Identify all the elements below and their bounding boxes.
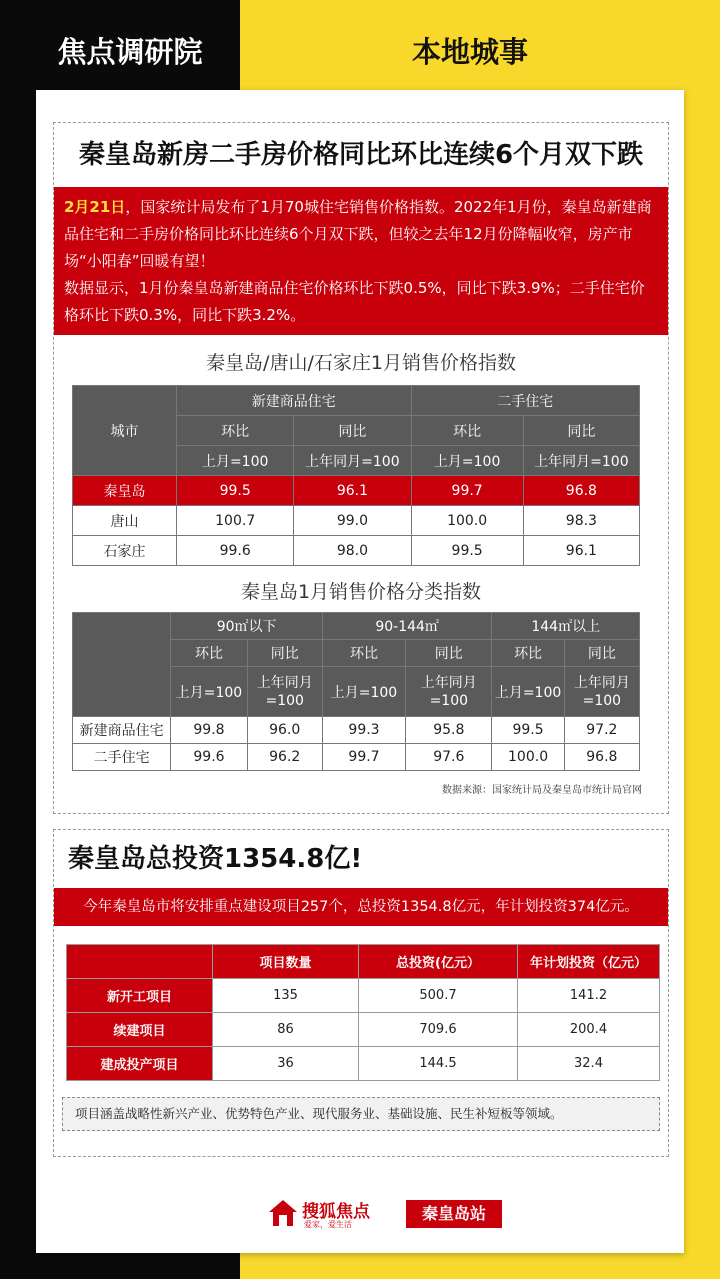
row-label: 续建项目 (67, 1013, 213, 1047)
sub-header: 同比 (247, 640, 322, 667)
value-cell: 100.0 (411, 506, 523, 536)
value-cell: 99.3 (322, 717, 405, 744)
table1-title: 秦皇岛/唐山/石家庄1月销售价格指数 (206, 352, 516, 374)
value-cell: 99.0 (294, 506, 411, 536)
column-header: 年计划投资（亿元） (518, 945, 660, 979)
city-cell: 秦皇岛 (73, 476, 177, 506)
row-label: 新开工项目 (67, 979, 213, 1013)
row-label: 二手住宅 (73, 744, 171, 771)
value-cell: 200.4 (518, 1013, 660, 1047)
investment-table (66, 944, 660, 1081)
base-header: 上月=100 (322, 667, 405, 717)
base-header: 上月=100 (171, 667, 247, 717)
category-price-index-table (72, 612, 640, 771)
corner-cell (73, 613, 171, 717)
summary-box (54, 187, 668, 335)
sub-header: 环比 (177, 416, 294, 446)
value-cell: 98.3 (523, 506, 639, 536)
footer-logo (268, 1195, 508, 1235)
base-header: 上年同月=100 (294, 446, 411, 476)
base-header: 上月=100 (492, 667, 564, 717)
value-cell: 96.1 (523, 536, 639, 566)
column-header: 总投资(亿元） (359, 945, 518, 979)
section1-title: 秦皇岛新房二手房价格同比环比连续6个月双下跌 (78, 140, 644, 170)
value-cell: 144.5 (359, 1047, 518, 1081)
summary-para2: 数据显示，1月份秦皇岛新建商品住宅价格环比下跌0.5%，同比下跌3.9%；二手住宅价格环比下跌0.3%，同比下跌3.2%。 (64, 279, 645, 324)
value-cell: 99.7 (322, 744, 405, 771)
city-price-index-table (72, 385, 640, 566)
value-cell: 500.7 (359, 979, 518, 1013)
column-title-left: 焦点调研院 (57, 35, 203, 69)
value-cell: 141.2 (518, 979, 660, 1013)
base-header: 上年同月 =100 (406, 667, 492, 717)
article-paper (36, 90, 684, 1253)
data-source: 数据来源：国家统计局及秦皇岛市统计局官网 (442, 785, 642, 796)
group-header: 90-144㎡ (322, 613, 492, 640)
table-row (73, 717, 640, 744)
table-row (67, 1047, 660, 1081)
value-cell: 36 (213, 1047, 359, 1081)
sub-header: 环比 (411, 416, 523, 446)
table-row (73, 536, 640, 566)
value-cell: 99.6 (171, 744, 247, 771)
value-cell: 100.0 (492, 744, 564, 771)
group-header: 新建商品住宅 (177, 386, 411, 416)
value-cell: 96.8 (523, 476, 639, 506)
value-cell: 135 (213, 979, 359, 1013)
table-row (73, 744, 640, 771)
group-header: 二手住宅 (411, 386, 640, 416)
brand-name: 搜狐焦点 (302, 1202, 370, 1222)
table-row (73, 476, 640, 506)
city-header: 城市 (73, 386, 177, 476)
value-cell: 98.0 (294, 536, 411, 566)
sub-header: 环比 (322, 640, 405, 667)
value-cell: 32.4 (518, 1047, 660, 1081)
base-header: 上年同月=100 (523, 446, 639, 476)
value-cell: 99.6 (177, 536, 294, 566)
base-header: 上月=100 (411, 446, 523, 476)
value-cell: 99.5 (411, 536, 523, 566)
sub-header: 同比 (406, 640, 492, 667)
row-label: 新建商品住宅 (73, 717, 171, 744)
sub-header: 环比 (492, 640, 564, 667)
value-cell: 99.8 (171, 717, 247, 744)
base-header: 上年同月 =100 (564, 667, 639, 717)
table2-title: 秦皇岛1月销售价格分类指数 (240, 581, 482, 603)
value-cell: 100.7 (177, 506, 294, 536)
sub-header: 同比 (294, 416, 411, 446)
investment-card (53, 829, 669, 1157)
value-cell: 96.1 (294, 476, 411, 506)
table-row (73, 506, 640, 536)
base-header: 上月=100 (177, 446, 294, 476)
value-cell: 95.8 (406, 717, 492, 744)
row-label: 建成投产项目 (67, 1047, 213, 1081)
value-cell: 99.7 (411, 476, 523, 506)
house-icon (268, 1199, 298, 1227)
table-row (67, 979, 660, 1013)
value-cell: 99.5 (177, 476, 294, 506)
group-header: 144㎡以上 (492, 613, 640, 640)
value-cell: 99.5 (492, 717, 564, 744)
summary-para1: ，国家统计局发布了1月70城住宅销售价格指数。2022年1月份，秦皇岛新建商品住宅和二手房价格同比环比连续6个月双下跌，但较之去年12月份降幅收窄，房产市场“小阳春”回暖有望！ (64, 198, 652, 270)
value-cell: 96.8 (564, 744, 639, 771)
lead-date: 2月21日 (64, 198, 126, 216)
value-cell: 97.2 (564, 717, 639, 744)
corner-cell (67, 945, 213, 979)
station-badge: 秦皇岛站 (406, 1200, 502, 1228)
column-title-right: 本地城事 (411, 35, 528, 69)
value-cell: 709.6 (359, 1013, 518, 1047)
section2-title: 秦皇岛总投资1354.8亿! (68, 844, 363, 874)
value-cell: 97.6 (406, 744, 492, 771)
table-row (67, 1013, 660, 1047)
value-cell: 86 (213, 1013, 359, 1047)
price-index-card (53, 122, 669, 814)
column-header: 项目数量 (213, 945, 359, 979)
investment-banner: 今年秦皇岛市将安排重点建设项目257个，总投资1354.8亿元，年计划投资374亿元。 (54, 888, 668, 926)
coverage-note: 项目涵盖战略性新兴产业、优势特色产业、现代服务业、基础设施、民生补短板等领域。 (62, 1097, 660, 1131)
brand-slogan: 爱家，爱生活 (304, 1220, 352, 1229)
sub-header: 同比 (523, 416, 639, 446)
base-header: 上年同月 =100 (247, 667, 322, 717)
value-cell: 96.0 (247, 717, 322, 744)
sub-header: 同比 (564, 640, 639, 667)
value-cell: 96.2 (247, 744, 322, 771)
city-cell: 唐山 (73, 506, 177, 536)
group-header: 90㎡以下 (171, 613, 323, 640)
sub-header: 环比 (171, 640, 247, 667)
city-cell: 石家庄 (73, 536, 177, 566)
